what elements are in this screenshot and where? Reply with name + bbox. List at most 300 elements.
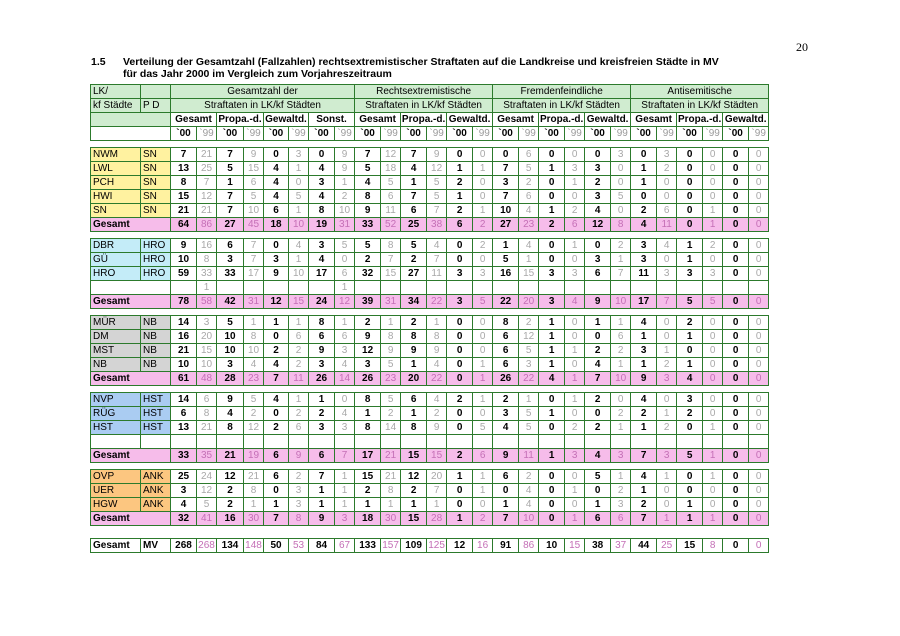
value-current: 1: [631, 162, 657, 176]
value-current: 15: [677, 539, 703, 553]
value-previous: 9: [427, 344, 447, 358]
header-row-3: [91, 113, 769, 127]
value-current: 1: [539, 449, 565, 463]
value-current: 1: [677, 498, 703, 512]
district-name: MÜR: [91, 316, 141, 330]
value-current: 6: [493, 344, 519, 358]
value-previous: 20: [427, 470, 447, 484]
value-previous: 2: [289, 470, 309, 484]
value-previous: 0: [565, 470, 585, 484]
value-previous: 16: [473, 539, 493, 553]
value-current: 7: [355, 148, 381, 162]
value-previous: 0: [749, 393, 769, 407]
value-current: 3: [493, 176, 519, 190]
value-current: 17: [631, 295, 657, 309]
police-directorate: SN: [141, 190, 171, 204]
column-header: Propa.-d.: [539, 114, 584, 125]
value-current: 6: [585, 512, 611, 526]
value-previous: 0: [749, 316, 769, 330]
value-current: 2: [355, 253, 381, 267]
value-previous: 0: [749, 267, 769, 281]
value-previous: 30: [381, 512, 401, 526]
header-lk: LK/: [91, 85, 141, 99]
blank-cell: [703, 281, 723, 295]
value-previous: 0: [611, 176, 631, 190]
value-current: 10: [171, 358, 197, 372]
year-current: `00: [447, 127, 473, 141]
value-previous: 3: [565, 162, 585, 176]
value-current: 1: [677, 330, 703, 344]
value-previous: 22: [427, 372, 447, 386]
value-previous: 9: [381, 344, 401, 358]
blank-cell: [657, 281, 677, 295]
value-previous: 5: [244, 393, 264, 407]
group-subtitle-2: Straftaten in LK/kf Städten: [493, 99, 631, 113]
value-current: 5: [677, 295, 703, 309]
value-current: 1: [447, 190, 473, 204]
value-previous: 12: [197, 484, 217, 498]
blank-cell: [519, 435, 539, 449]
heading-line-2: für das Jahr 2000 im Vergleich zum Vorjahreszeitraum: [123, 68, 392, 80]
value-current: 0: [677, 218, 703, 232]
value-previous: 28: [427, 512, 447, 526]
value-previous: 3: [657, 148, 677, 162]
value-current: 14: [171, 393, 197, 407]
value-current: 27: [217, 218, 244, 232]
value-previous: 9: [427, 421, 447, 435]
value-current: 0: [723, 267, 749, 281]
year-previous: `99: [657, 127, 677, 141]
value-current: 1: [264, 498, 289, 512]
header-row-1: [91, 85, 769, 99]
district-name: OVP: [91, 470, 141, 484]
value-current: 3: [631, 253, 657, 267]
value-current: 4: [539, 372, 565, 386]
value-previous: 15: [244, 162, 264, 176]
table-row: [91, 344, 769, 358]
value-previous: 1: [565, 512, 585, 526]
value-current: 0: [723, 218, 749, 232]
value-current: 268: [171, 539, 197, 553]
value-current: 9: [309, 512, 335, 526]
value-current: 0: [309, 148, 335, 162]
value-previous: 11: [289, 372, 309, 386]
year-previous: `99: [749, 127, 769, 141]
value-previous: 3: [289, 148, 309, 162]
value-current: 0: [447, 316, 473, 330]
value-current: 50: [264, 539, 289, 553]
value-current: 0: [677, 162, 703, 176]
police-directorate: SN: [141, 204, 171, 218]
value-current: 9: [264, 267, 289, 281]
blank-cell: [447, 435, 473, 449]
value-current: 0: [585, 148, 611, 162]
police-directorate: HRO: [141, 239, 171, 253]
table-row: [91, 316, 769, 330]
blank-cell: [585, 435, 611, 449]
value-current: 1: [677, 512, 703, 526]
value-previous: 10: [244, 344, 264, 358]
value-previous: 6: [244, 176, 264, 190]
value-previous: 4: [519, 204, 539, 218]
value-current: 27: [401, 267, 427, 281]
value-current: 7: [171, 148, 197, 162]
blank-cell: [519, 281, 539, 295]
gap-row: [91, 463, 769, 470]
value-current: 0: [723, 162, 749, 176]
year-blank: [91, 127, 171, 141]
value-previous: 10: [611, 295, 631, 309]
value-previous: 15: [381, 267, 401, 281]
value-current: 1: [677, 358, 703, 372]
value-previous: 48: [197, 372, 217, 386]
value-current: 17: [355, 449, 381, 463]
blank-cell: [749, 435, 769, 449]
police-directorate: ANK: [141, 498, 171, 512]
column-header: Gesamt: [631, 113, 677, 127]
value-current: 1: [631, 176, 657, 190]
value-current: 0: [723, 498, 749, 512]
value-current: 9: [309, 344, 335, 358]
blank-cell: [657, 435, 677, 449]
blank-cell: [611, 435, 631, 449]
value-current: 2: [309, 407, 335, 421]
value-current: 0: [723, 512, 749, 526]
value-previous: 6: [289, 330, 309, 344]
value-previous: 2: [473, 218, 493, 232]
year-current: `00: [217, 127, 244, 141]
value-current: 19: [309, 218, 335, 232]
value-previous: 0: [657, 253, 677, 267]
blank-cell: [703, 435, 723, 449]
value-previous: 6: [289, 421, 309, 435]
value-previous: 2: [611, 407, 631, 421]
value-previous: 20: [519, 295, 539, 309]
value-current: 0: [677, 421, 703, 435]
value-current: 0: [539, 484, 565, 498]
value-current: 2: [631, 407, 657, 421]
value-previous: 1: [611, 316, 631, 330]
police-directorate: NB: [141, 344, 171, 358]
total-row: [91, 295, 769, 309]
value-current: 7: [585, 372, 611, 386]
blank-cell: [565, 435, 585, 449]
value-previous: 3: [335, 512, 355, 526]
value-current: 12: [447, 539, 473, 553]
blank-cell: [244, 435, 264, 449]
value-current: 3: [264, 253, 289, 267]
value-current: 8: [401, 330, 427, 344]
value-previous: 31: [335, 218, 355, 232]
header-pd-top: [141, 85, 171, 99]
value-current: 3: [539, 295, 565, 309]
value-current: 0: [723, 470, 749, 484]
value-current: 18: [264, 218, 289, 232]
value-previous: 0: [565, 253, 585, 267]
year-previous: `99: [519, 127, 539, 141]
value-previous: 0: [749, 162, 769, 176]
value-previous: 7: [244, 239, 264, 253]
grand-total-label: Gesamt: [91, 539, 141, 553]
blank-cell: [427, 281, 447, 295]
value-current: 0: [493, 484, 519, 498]
blank-cell: [473, 281, 493, 295]
value-current: 6: [493, 330, 519, 344]
blank-cell: [565, 281, 585, 295]
header-pd: P D: [141, 99, 171, 113]
blank-cell: [401, 281, 427, 295]
value-current: 4: [677, 372, 703, 386]
value-current: 1: [631, 484, 657, 498]
value-previous: 3: [657, 267, 677, 281]
value-previous: 6: [335, 267, 355, 281]
value-previous: 0: [473, 344, 493, 358]
value-previous: 2: [473, 239, 493, 253]
value-current: 12: [264, 295, 289, 309]
value-current: 0: [585, 407, 611, 421]
value-previous: 1: [657, 512, 677, 526]
value-previous: 0: [611, 162, 631, 176]
value-previous: 6: [335, 330, 355, 344]
district-name: NB: [91, 358, 141, 372]
blank-cell: [611, 281, 631, 295]
value-previous: 0: [473, 176, 493, 190]
value-current: 13: [171, 162, 197, 176]
column-header: Propa.-d.: [677, 114, 722, 125]
value-current: 32: [171, 512, 197, 526]
value-current: 5: [585, 470, 611, 484]
value-previous: 2: [244, 407, 264, 421]
value-current: 3: [309, 358, 335, 372]
value-previous: 1: [335, 281, 355, 295]
value-current: 0: [539, 470, 565, 484]
value-current: 0: [447, 358, 473, 372]
value-current: 4: [217, 407, 244, 421]
value-previous: 6: [519, 190, 539, 204]
value-previous: 5: [244, 190, 264, 204]
value-current: 3: [309, 176, 335, 190]
value-previous: 2: [289, 407, 309, 421]
value-previous: 1: [565, 344, 585, 358]
value-previous: 0: [473, 253, 493, 267]
value-previous: 2: [565, 204, 585, 218]
district-name: HGW: [91, 498, 141, 512]
value-current: 22: [493, 295, 519, 309]
blank-cell: [539, 435, 565, 449]
total-label: Gesamt: [91, 372, 171, 386]
value-previous: 0: [703, 316, 723, 330]
value-previous: 17: [244, 267, 264, 281]
value-current: 7: [631, 512, 657, 526]
value-previous: 6: [519, 148, 539, 162]
column-header: Gesamt: [493, 113, 539, 127]
spacer: [91, 232, 769, 239]
value-current: 8: [171, 176, 197, 190]
year-current: `00: [585, 127, 611, 141]
value-current: 24: [309, 295, 335, 309]
value-current: 3: [447, 267, 473, 281]
value-current: 0: [723, 253, 749, 267]
table-row: [91, 162, 769, 176]
district-name: PCH: [91, 176, 141, 190]
value-previous: 9: [335, 148, 355, 162]
value-previous: 0: [703, 190, 723, 204]
value-previous: 9: [427, 148, 447, 162]
value-current: 2: [539, 218, 565, 232]
value-current: 10: [539, 539, 565, 553]
value-current: 64: [171, 218, 197, 232]
value-previous: 3: [197, 316, 217, 330]
value-previous: 10: [335, 204, 355, 218]
value-current: 0: [447, 330, 473, 344]
value-previous: 2: [335, 190, 355, 204]
value-current: 8: [355, 421, 381, 435]
value-current: 21: [217, 449, 244, 463]
value-current: 59: [171, 267, 197, 281]
value-previous: 1: [703, 421, 723, 435]
value-current: 4: [401, 162, 427, 176]
district-name: RÜG: [91, 407, 141, 421]
blank-cell: [264, 281, 289, 295]
value-current: 5: [677, 449, 703, 463]
value-current: 2: [677, 316, 703, 330]
value-current: 0: [723, 407, 749, 421]
value-current: 2: [585, 344, 611, 358]
value-current: 6: [493, 358, 519, 372]
value-current: 15: [401, 512, 427, 526]
value-current: 9: [631, 372, 657, 386]
blank-cell: [355, 281, 381, 295]
value-current: 0: [723, 295, 749, 309]
header-blank: [91, 113, 171, 127]
value-previous: 23: [381, 372, 401, 386]
value-previous: 0: [749, 218, 769, 232]
value-current: 2: [401, 484, 427, 498]
table-row: [91, 470, 769, 484]
value-current: 0: [539, 498, 565, 512]
value-current: 2: [355, 484, 381, 498]
value-previous: 7: [197, 176, 217, 190]
value-previous: 8: [381, 330, 401, 344]
value-current: 44: [631, 539, 657, 553]
value-current: 26: [493, 372, 519, 386]
value-previous: 0: [749, 344, 769, 358]
value-previous: 0: [749, 470, 769, 484]
district-name: NWM: [91, 148, 141, 162]
header-kf-staedte: kf Städte: [91, 99, 141, 113]
value-previous: 1: [335, 484, 355, 498]
column-header: Propa.-d.: [218, 114, 262, 125]
value-previous: 4: [657, 239, 677, 253]
value-previous: 3: [657, 449, 677, 463]
value-previous: 7: [427, 253, 447, 267]
value-current: 1: [447, 512, 473, 526]
value-previous: 0: [703, 358, 723, 372]
value-previous: 9: [335, 162, 355, 176]
blank-cell: [171, 281, 197, 295]
value-previous: 11: [427, 267, 447, 281]
value-current: 2: [217, 498, 244, 512]
value-previous: 5: [427, 190, 447, 204]
value-previous: 2: [657, 421, 677, 435]
value-previous: 0: [749, 358, 769, 372]
value-previous: 12: [519, 330, 539, 344]
value-current: 11: [631, 267, 657, 281]
value-previous: 0: [749, 512, 769, 526]
value-previous: 1: [473, 358, 493, 372]
value-previous: 2: [289, 358, 309, 372]
blank-cell: [539, 281, 565, 295]
blank-cell: [381, 281, 401, 295]
section-heading: [91, 56, 719, 80]
year-previous: `99: [427, 127, 447, 141]
value-previous: 6: [611, 512, 631, 526]
value-current: 6: [401, 393, 427, 407]
blank-cell: [91, 435, 141, 449]
value-previous: 1: [657, 344, 677, 358]
value-current: 0: [447, 148, 473, 162]
value-current: 2: [447, 204, 473, 218]
value-previous: 1: [427, 498, 447, 512]
value-current: 0: [539, 176, 565, 190]
value-previous: 14: [335, 372, 355, 386]
value-current: 10: [217, 330, 244, 344]
value-current: 1: [631, 421, 657, 435]
value-previous: 0: [749, 204, 769, 218]
value-previous: 21: [381, 449, 401, 463]
value-previous: 1: [565, 484, 585, 498]
blank-cell: [631, 435, 657, 449]
table-row: [91, 239, 769, 253]
blank-cell: [171, 435, 197, 449]
total-label: Gesamt: [91, 218, 171, 232]
value-previous: 20: [197, 330, 217, 344]
value-current: 1: [217, 176, 244, 190]
value-previous: 7: [611, 267, 631, 281]
police-directorate: NB: [141, 358, 171, 372]
value-previous: 268: [198, 540, 215, 551]
value-current: 2: [631, 498, 657, 512]
value-current: 3: [585, 162, 611, 176]
value-current: 3: [539, 267, 565, 281]
gap-row: [91, 526, 769, 539]
blank-cell: [217, 281, 244, 295]
value-current: 61: [171, 372, 197, 386]
gap-row: [91, 232, 769, 239]
value-previous: 4: [427, 239, 447, 253]
group-subtitle-3: Straftaten in LK/kf Städten: [631, 99, 769, 113]
value-current: 5: [217, 162, 244, 176]
value-previous: 0: [657, 330, 677, 344]
value-previous: 0: [473, 148, 493, 162]
gap-row: [91, 386, 769, 393]
value-previous: 9: [244, 148, 264, 162]
value-previous: 5: [519, 407, 539, 421]
value-previous: 0: [657, 190, 677, 204]
police-directorate: NB: [141, 316, 171, 330]
blank-cell: [749, 281, 769, 295]
value-current: 0: [447, 253, 473, 267]
value-previous: 7: [427, 204, 447, 218]
blank-cell: [381, 435, 401, 449]
value-previous: 7: [244, 253, 264, 267]
value-previous: 4: [335, 407, 355, 421]
value-current: 8: [493, 316, 519, 330]
value-previous: 3: [611, 449, 631, 463]
value-previous: 8: [611, 218, 631, 232]
value-current: 0: [723, 204, 749, 218]
value-current: 4: [264, 176, 289, 190]
